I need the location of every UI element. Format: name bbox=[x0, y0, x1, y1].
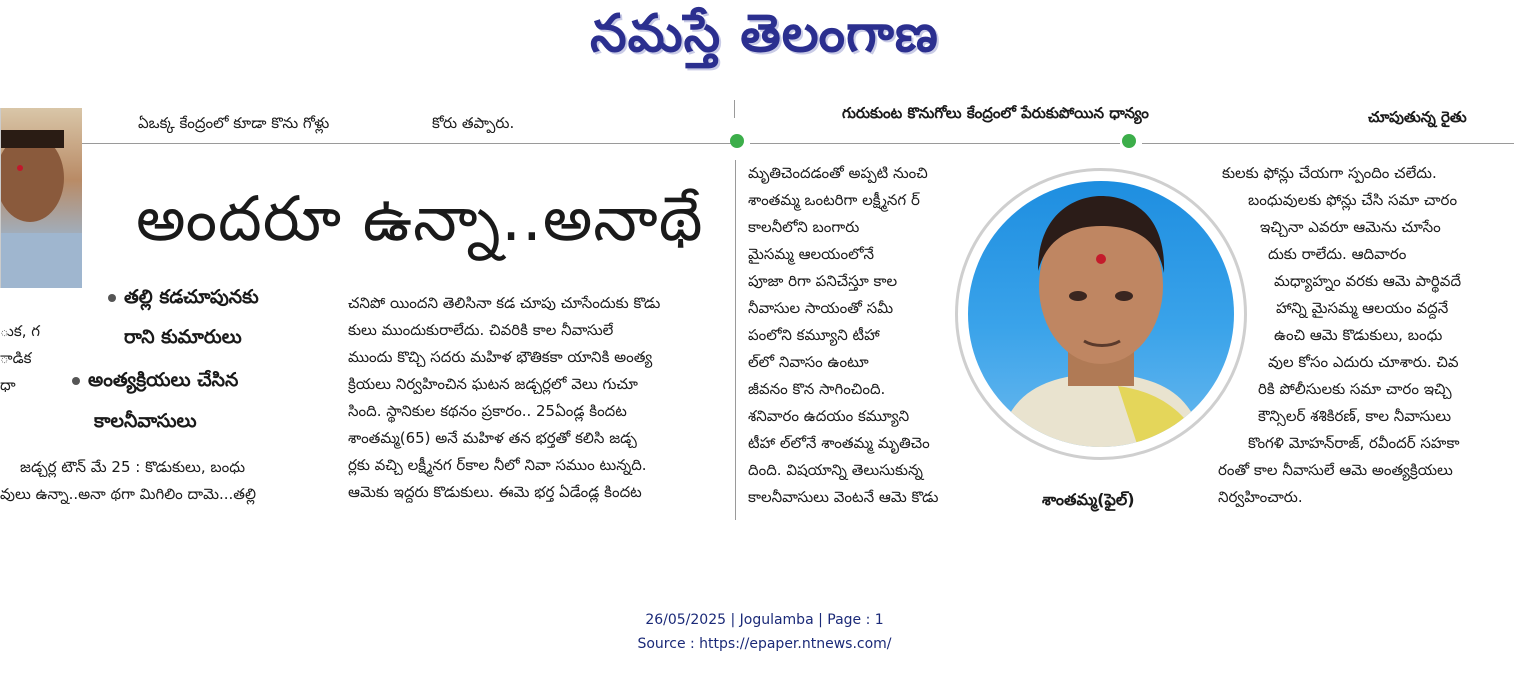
portrait-photo-frame bbox=[955, 168, 1247, 460]
paragraph-line: దుకు రాలేదు. ఆదివారం bbox=[1268, 245, 1407, 263]
bullet-2-line-1: అంత్యక్రియలు చేసిన bbox=[88, 369, 239, 391]
paragraph-line: కాలనీలోని బంగారు bbox=[748, 218, 860, 236]
bullet-1-line-2: రాని కుమారులు bbox=[124, 326, 242, 348]
reporter-photo bbox=[0, 108, 82, 288]
photo-border bbox=[0, 108, 1, 288]
column-divider bbox=[735, 160, 736, 520]
divider-rule-center bbox=[750, 143, 1120, 144]
divider-rule-left bbox=[82, 143, 732, 144]
paragraph-line: శాంతమ్మ ఒంటరిగా లక్ష్మీనగ ర్ bbox=[748, 191, 920, 209]
paragraph-line: సింది. స్థానికుల కథనం ప్రకారం.. 25ఏండ్ల కిందట bbox=[348, 402, 627, 420]
article-headline: అందరూ ఉన్నా..అనాథే bbox=[136, 182, 704, 255]
paragraph-line: కులకు ఫోన్లు చేయగా స్పందిం చలేదు. bbox=[1222, 164, 1437, 182]
paragraph-line: ముందు కొచ్చి సదరు మహిళ భౌతికకా యానికి అంత్య bbox=[348, 348, 653, 366]
paragraph-line: ల్‌లో నివాసం ఉంటూ bbox=[748, 353, 869, 371]
dateline-line-2: వులు ఉన్నా..అనా థగా మిగిలిం దామె...తల్లి bbox=[0, 485, 256, 503]
person-photo-icon bbox=[0, 108, 82, 288]
bullet-2-line-2: కాలనీవాసులు bbox=[94, 410, 197, 432]
footer-source: Source : https://epaper.ntnews.com/ bbox=[637, 636, 892, 652]
paragraph-line: కాలనీవాసులు వెంటనే ఆమె కొడు bbox=[748, 488, 939, 506]
paragraph-line: వుల కోసం ఎదురు చూశారు. చివ bbox=[1268, 353, 1459, 371]
newspaper-logo: నమస్తే తెలంగాణ bbox=[590, 4, 939, 64]
paragraph-line: బంధువులకు ఫోన్లు చేసి సమా చారం bbox=[1248, 191, 1458, 209]
bullet-2 bbox=[72, 369, 238, 396]
photo-caption-center: గురుకుంట కొనుగోలు కేంద్రంలో పేరుకుపోయిన ధాన్యం bbox=[842, 104, 1149, 122]
paragraph-line: ఇచ్చినా ఎవరూ ఆమెను చూసేం bbox=[1260, 218, 1441, 236]
paragraph-line: నిర్వహించారు. bbox=[1218, 488, 1303, 506]
cutoff-text-3: ధా bbox=[0, 376, 16, 394]
paragraph-line: కౌన్సిలర్‌ శశికిరణ్‌, కాల నీవాసులు bbox=[1258, 407, 1452, 425]
paragraph-line: మృతిచెందడంతో అప్పటి నుంచి bbox=[748, 164, 928, 182]
paragraph-line: ర్లకు వచ్చి లక్ష్మీనగ ర్‌కాల నీలో నివా సముం టున్నది. bbox=[348, 456, 647, 474]
portrait-photo bbox=[968, 181, 1234, 447]
bullet-icon bbox=[108, 294, 116, 302]
section-marker-icon bbox=[730, 134, 744, 148]
paragraph-line: శాంతమ్మ(65) అనే మహిళ తన భర్తతో కలిసి జడ్చ bbox=[348, 429, 637, 447]
paragraph-line: హాన్ని మైసమ్మ ఆలయం వద్దనే bbox=[1276, 299, 1449, 317]
paragraph-line: శనివారం ఉదయం కమ్యూని bbox=[748, 407, 910, 425]
paragraph-line: ఉంచి ఆమె కొడుకులు, బంధు bbox=[1274, 326, 1443, 344]
column-divider bbox=[734, 100, 735, 118]
paragraph-line: మైసమ్మ ఆలయంలోనే bbox=[748, 245, 875, 263]
paragraph-line: టీహా ల్‌లోనే శాంతమ్మ మృతిచెం bbox=[748, 434, 930, 452]
paragraph-line: మధ్యాహ్నం వరకు ఆమె పార్థివదే bbox=[1274, 272, 1462, 290]
cutoff-text-2: ాడిక bbox=[0, 349, 32, 367]
paragraph-line: జీవనం కొన సాగించింది. bbox=[748, 380, 886, 398]
woman-portrait-icon bbox=[968, 181, 1234, 447]
article-column-3 bbox=[748, 160, 988, 511]
masthead bbox=[0, 0, 1529, 80]
paragraph-line: పూజా రిగా పనిచేస్తూ కాల bbox=[748, 272, 898, 290]
top-mid-text: కోరు తప్పారు. bbox=[432, 114, 515, 132]
paragraph-line: రంతో కాల నీవాసులే ఆమె అంత్యక్రియలు bbox=[1218, 461, 1453, 479]
paragraph-line: దింది. విషయాన్ని తెలుసుకున్న bbox=[748, 461, 923, 479]
cutoff-text-1: ుక, గ bbox=[0, 322, 40, 340]
paragraph-line: రికి పోలీసులకు సమా చారం ఇచ్చి bbox=[1258, 380, 1452, 398]
bullet-icon bbox=[72, 377, 80, 385]
photo-caption-right: చూపుతున్న రైతు bbox=[1368, 108, 1467, 126]
bullet-1 bbox=[108, 286, 259, 313]
article-column-4 bbox=[1218, 160, 1518, 511]
divider-rule-right bbox=[1142, 143, 1514, 144]
paragraph-line: క్రియలు నిర్వహించిన ఘటన జడ్చర్లలో వెలు గుచూ bbox=[348, 375, 638, 393]
paragraph-line: ఆమెకు ఇద్దరు కొడుకులు. ఈమె భర్త ఏడేండ్ల కిందట bbox=[348, 483, 642, 501]
section-marker-icon bbox=[1122, 134, 1136, 148]
paragraph-line: చనిపో యిందని తెలిసినా కడ చూపు చూసేందుకు కొడు bbox=[348, 294, 661, 312]
dateline-line-1: జడ్చర్ల టౌన్‌ మే 25 : కొడుకులు, బంధు bbox=[20, 458, 246, 476]
bullet-1-line-1: తల్లి కడచూపునకు bbox=[124, 286, 259, 308]
top-left-text: ఏఒక్క కేంద్రంలో కూడా కొను గోళ్లు bbox=[138, 114, 330, 132]
paragraph-line: పంలోని కమ్యూని టీహా bbox=[748, 326, 880, 344]
paragraph-line: కొంగళి మోహన్‌రాజ్‌, రవీందర్‌ సహకా bbox=[1248, 434, 1460, 452]
paragraph-line: నీవాసుల సాయంతో సమీ bbox=[748, 299, 894, 317]
article-column-2 bbox=[348, 290, 720, 506]
footer-date-edition: 26/05/2025 | Jogulamba | Page : 1 bbox=[645, 612, 884, 628]
photo-caption: శాంతమ్మ(ఫైల్‌) bbox=[1042, 490, 1135, 509]
paragraph-line: కులు ముందుకురాలేదు. చివరికి కాల నీవాసులే bbox=[348, 321, 614, 339]
